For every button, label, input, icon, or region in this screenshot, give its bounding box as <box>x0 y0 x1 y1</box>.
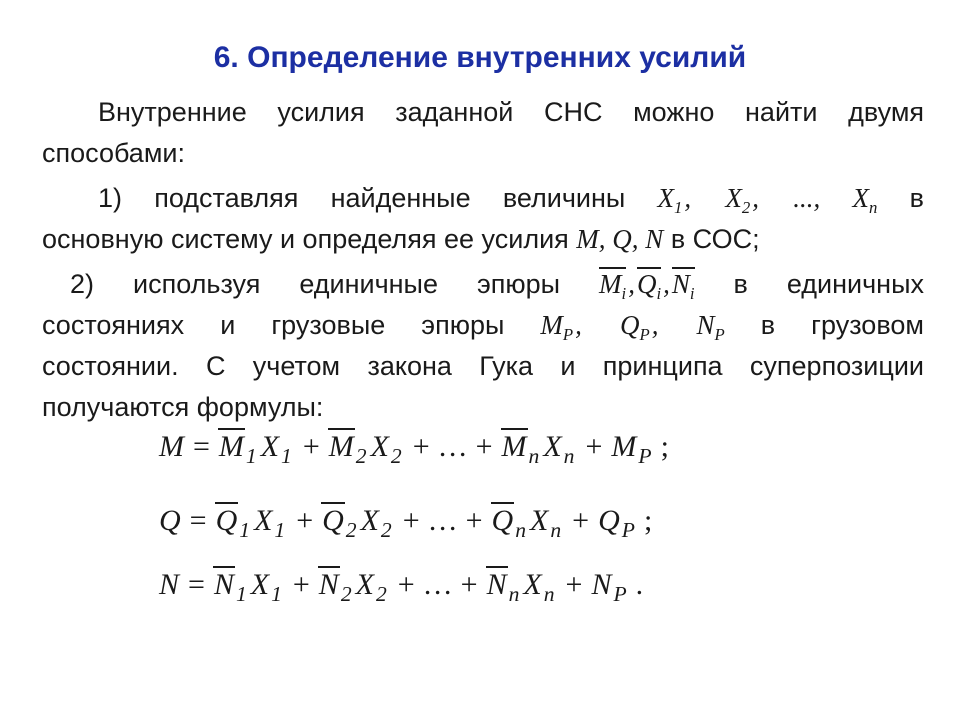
method-2-line-4: получаются формулы: <box>42 392 324 422</box>
formula-moment: $M = M_1$ $X_1 + M_2$ $X_2$ + … + $M_n$ $X_n + M_P$ ; <box>159 430 669 468</box>
method-2-line-3: состоянии. С учетом закона Гука и принципа суперпозиции <box>42 351 924 381</box>
method-1-text-2: в <box>909 183 924 213</box>
var-ellipsis: ..., <box>793 183 821 213</box>
method-2-paragraph <box>42 264 924 428</box>
var-x1-sub: 1 <box>674 197 683 217</box>
method-1-line-2 <box>42 219 924 260</box>
method-2-text: 2) используя единичные эпюры <box>70 269 561 299</box>
load-diagram-m: $M_P$, <box>540 310 582 344</box>
var-xn-group <box>852 183 878 217</box>
var-x2-sub: 2 <box>741 197 751 217</box>
method-2-line-2: состояниях и грузовые эпюры $M_P$, $Q_P$, $N_P$ в грузовом <box>42 310 924 344</box>
method-1-line-2-text: основную систему и определяя ее усилия <box>42 224 569 254</box>
load-diagram-q: $Q_P$, <box>619 310 659 344</box>
method-2-text-2: в единичных <box>733 269 924 299</box>
method-2-line-2-end: в грузовом <box>760 310 924 340</box>
unit-diagrams-group: $M_i,Q_i,N_i$ <box>599 269 695 303</box>
intro-line-2: способами: <box>42 138 185 168</box>
var-x1: X <box>657 183 675 213</box>
slide-title: 6. Определение внутренних усилий <box>213 41 747 74</box>
unit-diagram-q: $Q_i$ <box>636 269 662 303</box>
intro-line-1: Внутренние усилия заданной СНС можно найти двумя <box>98 97 924 127</box>
method-1-line-2-end: в СОС; <box>670 224 760 254</box>
method-1-line-2-math: M, Q, N <box>576 224 664 254</box>
method-1-line-1 <box>42 178 924 219</box>
unit-diagram-n: $N_i$ <box>671 269 695 303</box>
var-xn-sub: n <box>868 197 878 217</box>
method-1-vars: $X_1$, $X_2$, <box>657 183 760 217</box>
method-2-line-1 <box>42 264 924 305</box>
var-x2: X <box>725 183 742 213</box>
load-diagram-n: $N_P$ <box>696 310 725 344</box>
method-1-paragraph <box>42 178 924 260</box>
intro-paragraph <box>42 92 924 174</box>
formula-axial: $N = N_1$ $X_1 + N_2$ $X_2$ + … + $N_n$ $X_n + N_P$ . <box>159 568 644 606</box>
formula-shear: $Q = Q_1$ $X_1 + Q_2$ $X_2$ + … + $Q_n$ $X_n + Q_P$ ; <box>159 504 653 542</box>
var-xn: X <box>852 183 869 213</box>
method-1-text: 1) подставляя найденные величины <box>98 183 626 213</box>
unit-diagram-m: $M_i$ <box>599 269 627 303</box>
